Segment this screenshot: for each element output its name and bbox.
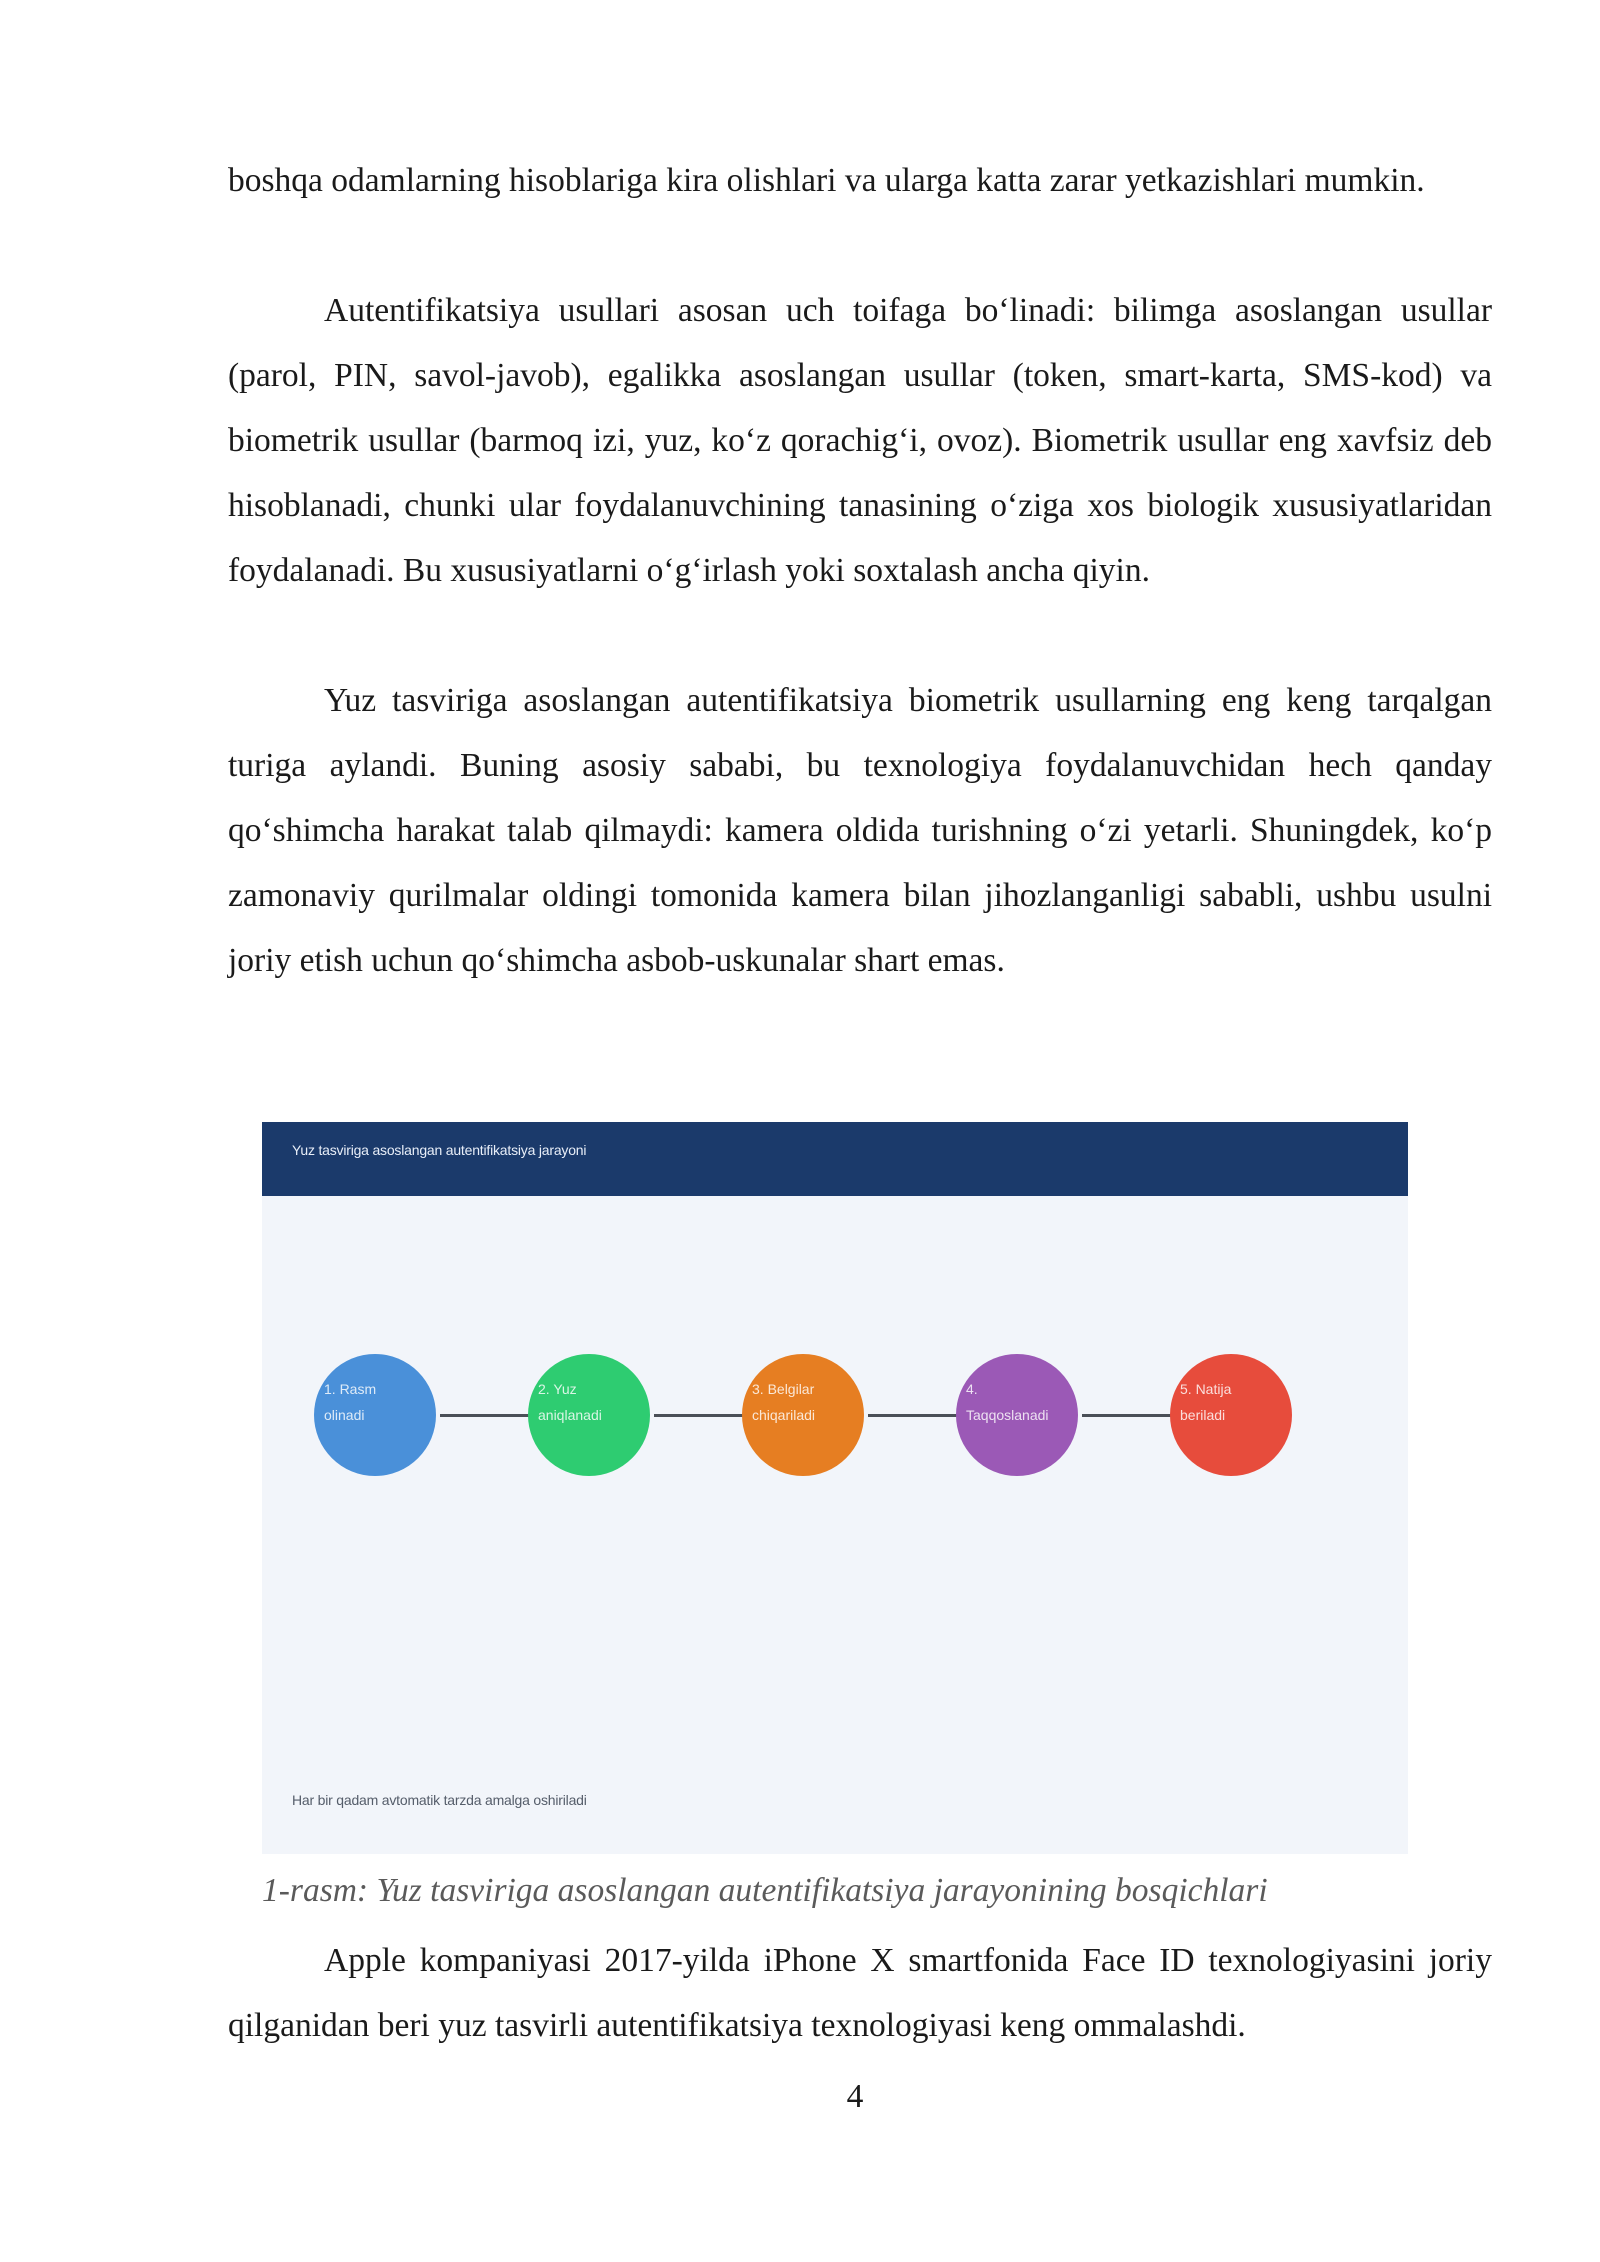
step-1-circle bbox=[314, 1354, 436, 1476]
paragraph-4: Apple kompaniyasi 2017-yilda iPhone X smartfonida Face ID texnologiyasini joriy qilganidan beri yuz tasvirli autentifikatsiya texnologiyasi keng ommalashdi. bbox=[228, 1942, 1492, 2044]
step-5-circle bbox=[1170, 1354, 1292, 1476]
figure-footer-note: Har bir qadam avtomatik tarzda amalga oshiriladi bbox=[292, 1792, 587, 1808]
step-5-label: 5. Natija beriladi bbox=[1180, 1381, 1232, 1423]
figure-caption: 1-rasm: Yuz tasviriga asoslangan autentifikatsiya jarayonining bosqichlari bbox=[262, 1872, 1268, 1909]
step-2-circle bbox=[528, 1354, 650, 1476]
connector-3-4 bbox=[868, 1414, 960, 1417]
paragraph-1: boshqa odamlarning hisoblariga kira olishlari va ularga katta zarar yetkazishlari mumkin. bbox=[228, 162, 1425, 199]
figure-title: Yuz tasviriga asoslangan autentifikatsiya jarayoni bbox=[292, 1142, 587, 1158]
figure-process-diagram bbox=[262, 1122, 1408, 1854]
step-3-label: 3. Belgilar chiqariladi bbox=[752, 1381, 816, 1423]
step-3-circle bbox=[742, 1354, 864, 1476]
step-2-label: 2. Yuz aniqlanadi bbox=[538, 1381, 602, 1423]
connector-1-2 bbox=[440, 1414, 532, 1417]
step-1-label: 1. Rasm olinadi bbox=[324, 1381, 377, 1423]
connector-2-3 bbox=[654, 1414, 746, 1417]
step-4-circle bbox=[956, 1354, 1078, 1476]
paragraph-3: Yuz tasviriga asoslangan autentifikatsiya biometrik usullarning eng keng tarqalgan turiga aylandi. Buning asosiy sababi, bu texnologiya foydalanuvchidan hech qanday qo‘shimcha harakat talab qilmaydi: kamera oldida turishning o‘zi yetarli. Shuningdek, ko‘p zamonaviy qurilmalar oldingi tomonida kamera bilan jihozlanganligi sababli, ushbu usulni joriy etish uchun qo‘shimcha asbob-uskunalar shart emas. bbox=[228, 682, 1492, 979]
step-4-label: 4. Taqqoslanadi bbox=[966, 1381, 1049, 1423]
connector-4-5 bbox=[1082, 1414, 1174, 1417]
page-number: 4 bbox=[846, 2078, 864, 2115]
figure-header-bar bbox=[262, 1122, 1408, 1196]
paragraph-2: Autentifikatsiya usullari asosan uch toifaga bo‘linadi: bilimga asoslangan usullar (parol, PIN, savol-javob), egalikka asoslangan usullar (token, smart-karta, SMS-kod) va biometrik usullar (barmoq izi, yuz, ko‘z qorachig‘i, ovoz). Biometrik usullar eng xavfsiz deb hisoblanadi, chunki ular foydalanuvchining tanasining o‘ziga xos biologik xususiyatlaridan foydalanadi. Bu xususiyatlarni o‘g‘irlash yoki soxtalash ancha qiyin. bbox=[228, 292, 1492, 589]
